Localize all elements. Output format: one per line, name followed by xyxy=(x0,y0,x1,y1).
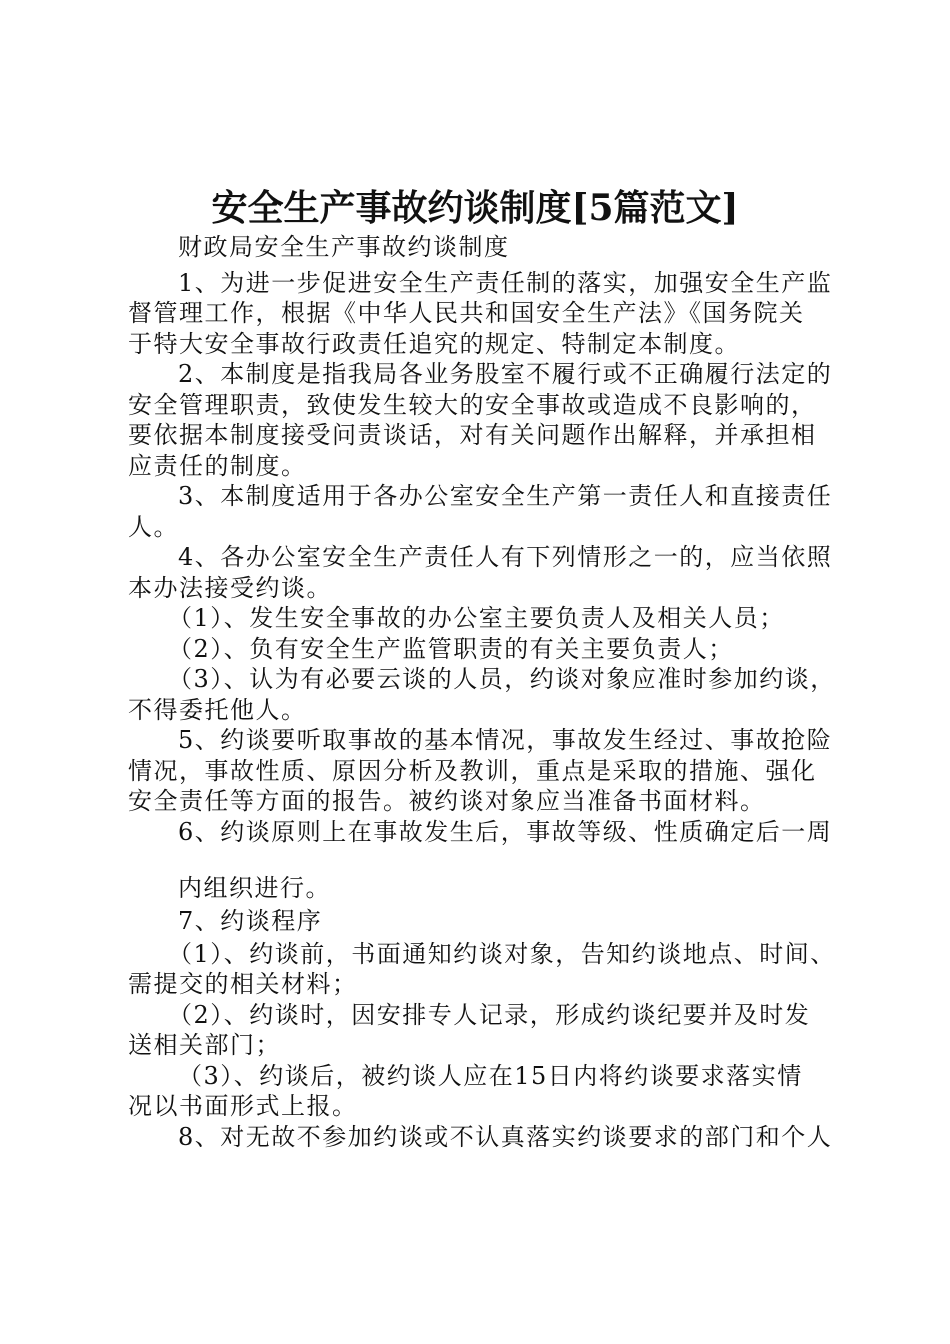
paragraph-line: 本办法接受约谈。 xyxy=(128,574,332,602)
paragraph-line: 要依据本制度接受问责谈话，对有关问题作出解释，并承担相 xyxy=(128,421,817,449)
paragraph-line: （3）、认为有必要云谈的人员，约谈对象应准时参加约谈， xyxy=(168,665,836,693)
paragraph-line: 于特大安全事故行政责任追究的规定、特制定本制度。 xyxy=(128,330,740,358)
paragraph-line: 不得委托他人。 xyxy=(128,696,307,724)
paragraph-line: （2）、约谈时，因安排专人记录，形成约谈纪要并及时发 xyxy=(168,1001,811,1029)
paragraph-line: 情况，事故性质、原因分析及教训，重点是采取的措施、强化 xyxy=(128,757,817,785)
paragraph-line: 1、为进一步促进安全生产责任制的落实，加强安全生产监 xyxy=(178,269,833,297)
paragraph-line: （2）、负有安全生产监管职责的有关主要负责人； xyxy=(168,635,734,663)
paragraph-line: 5、约谈要听取事故的基本情况，事故发生经过、事故抢险 xyxy=(178,726,833,754)
paragraph-line: 送相关部门； xyxy=(128,1031,281,1059)
document-title: 安全生产事故约谈制度[5篇范文] xyxy=(211,187,739,229)
paragraph-line: 内组织进行。 xyxy=(178,874,331,902)
paragraph-line: 人。 xyxy=(128,513,179,541)
paragraph-line: 需提交的相关材料； xyxy=(128,970,358,998)
paragraph-line: 安全责任等方面的报告。被约谈对象应当准备书面材料。 xyxy=(128,787,766,815)
paragraph-line: 2、本制度是指我局各业务股室不履行或不正确履行法定的 xyxy=(178,360,833,388)
paragraph-line: 4、各办公室安全生产责任人有下列情形之一的，应当依照 xyxy=(178,543,833,571)
paragraph-line: 8、对无故不参加约谈或不认真落实约谈要求的部门和个人 xyxy=(178,1123,833,1151)
paragraph-line: 安全管理职责，致使发生较大的安全事故或造成不良影响的， xyxy=(128,391,817,419)
paragraph-line: 6、约谈原则上在事故发生后，事故等级、性质确定后一周 xyxy=(178,818,833,846)
paragraph-line: 督管理工作，根据《中华人民共和国安全生产法》《国务院关 xyxy=(128,299,805,327)
paragraph-line: （1）、发生安全事故的办公室主要负责人及相关人员； xyxy=(168,604,785,632)
paragraph-line: （1）、约谈前，书面通知约谈对象，告知约谈地点、时间、 xyxy=(168,940,836,968)
paragraph-line: 7、约谈程序 xyxy=(178,907,323,935)
paragraph-line: 应责任的制度。 xyxy=(128,452,307,480)
paragraph-line: 况以书面形式上报。 xyxy=(128,1092,358,1120)
paragraph-line: 3、本制度适用于各办公室安全生产第一责任人和直接责任 xyxy=(178,482,833,510)
paragraph-line: （3）、约谈后，被约谈人应在15日内将约谈要求落实情 xyxy=(178,1062,803,1090)
paragraph-line: 财政局安全生产事故约谈制度 xyxy=(178,233,510,261)
